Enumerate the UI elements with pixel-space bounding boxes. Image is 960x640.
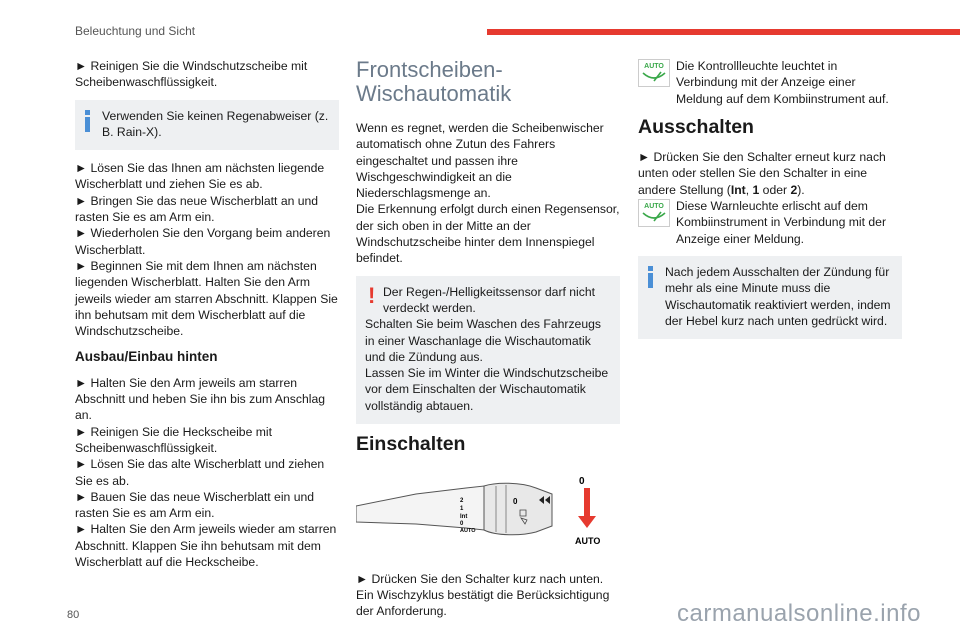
page-number: 80 (67, 609, 80, 621)
section-heading: Einschalten (356, 433, 466, 456)
text-run: ). (797, 182, 805, 197)
auto-wiper-indicator-icon (638, 59, 670, 87)
watermark: carmanualsonline.info (677, 600, 921, 627)
section-heading: Ausschalten (638, 115, 754, 138)
stalk-label-2: 2 (460, 498, 464, 505)
info-note-text: Nach jedem Ausschalten der Zündung für mehr als eine Minute muss die Wischautomatik reaktiviert werden, indem der Hebel kurz nach unten gedrückt wird. (665, 264, 891, 328)
paragraph: ► Drücken Sie den Schalter kurz nach unten. (356, 571, 604, 586)
auto-icon-label: AUTO (644, 63, 664, 70)
auto-icon-label: AUTO (644, 203, 664, 211)
paragraph: ► Lösen Sie das Ihnen am nächsten liegende Wischerblatt und ziehen Sie es ab. (75, 161, 325, 192)
info-icon (648, 266, 653, 288)
warning-text: Lassen Sie im Winter die Windschutzscheibe vor dem Einschalten der Wischautomatik vollständig abtauen. (365, 366, 609, 413)
warning-exclamation-icon: ! (368, 282, 376, 308)
auto-indicator-paragraph (638, 58, 902, 107)
warning-text: Schalten Sie beim Waschen des Fahrzeugs in einer Waschanlage die Wischautomatik und die Zündung aus. (365, 317, 601, 364)
arrow-label-top: 0 (579, 476, 585, 488)
red-arrow-down-icon (578, 488, 596, 528)
paragraph: Diese Warnleuchte erlischt auf dem Kombiinstrument in Verbindung mit der Anzeige einer Meldung. (676, 199, 887, 246)
info-note (75, 100, 339, 151)
text-run-bold: 1 (752, 182, 760, 197)
paragraph: ► Lösen Sie das alte Wischerblatt und ziehen Sie es ab. (75, 457, 325, 488)
paragraph: ► Bauen Sie das neue Wischerblatt ein und rasten Sie es am Arm ein. (75, 489, 315, 521)
header-accent-bar (487, 29, 960, 35)
wiper-stalk-illustration (356, 466, 620, 552)
paragraph: Ein Wischzyklus bestätigt die Berücksichtigung der Anforderung. (356, 587, 610, 619)
text-run: ► Drücken Sie den Schalter erneut kurz nach unten oder stellen Sie den Schalter in eine andere Stellung ( (638, 150, 886, 197)
paragraph (638, 149, 902, 198)
page-title: Frontscheiben-Wischautomatik (356, 57, 512, 106)
info-icon (85, 110, 90, 132)
paragraph: ► Wiederholen Sie den Vorgang beim anderen Wischerblatt. (75, 226, 331, 257)
paragraph: ► Halten Sie den Arm jeweils am starren Abschnitt und heben Sie ihn bis zum Anschlag an. (75, 375, 326, 423)
text-run: , (745, 182, 753, 197)
info-note-text: Verwenden Sie keinen Regenabweiser (z. B. Rain-X). (102, 108, 329, 139)
wiper-stalk-drawing (356, 466, 606, 548)
warning-note (356, 276, 620, 424)
paragraph: ► Bringen Sie das neue Wischerblatt an und rasten Sie es am Arm ein. (75, 193, 319, 225)
column-middle (356, 58, 620, 620)
stalk-label-1: 1 (460, 506, 464, 513)
column-left (75, 58, 339, 570)
column-right (638, 58, 902, 349)
paragraph: ► Beginnen Sie mit dem Ihnen am nächsten liegenden Wischerblatt. Halten Sie den Arm jeweils wieder am starren Abschnitt. Klappen Sie ihn behutsam mit dem Wischerblatt auf die Windschutzscheibe. (75, 258, 338, 339)
auto-wiper-indicator-icon (638, 199, 670, 227)
auto-indicator-paragraph (638, 198, 902, 247)
stalk-label-int: Int (460, 514, 468, 521)
warning-text: Der Regen-/Helligkeitssensor darf nicht verdeckt werden. (383, 284, 596, 315)
arrow-label-bottom: AUTO (575, 536, 601, 547)
stalk-label-0: 0 (460, 521, 464, 528)
paragraph: ► Reinigen Sie die Windschutzscheibe mit Scheibenwaschflüssigkeit. (75, 59, 308, 90)
header-title: Beleuchtung und Sicht (75, 24, 196, 38)
ring-label-0: 0 (513, 497, 518, 507)
info-note (638, 256, 902, 339)
paragraph: Wenn es regnet, werden die Scheibenwischer automatisch ohne Zutun des Fahrers eingeschaltet und passen ihre Wischgeschwindigkeit an die Niederschlagsmenge an. (356, 121, 604, 201)
paragraph: Die Kontrollleuchte leuchtet in Verbindung mit der Anzeige einer Meldung auf dem Kombiinstrument auf. (676, 59, 889, 106)
section-heading: Ausbau/Einbau hinten (75, 349, 218, 365)
text-run-bold: 2 (790, 182, 798, 197)
text-run-bold: Int (730, 182, 746, 197)
paragraph: ► Halten Sie den Arm jeweils wieder am starren Abschnitt. Klappen Sie ihn behutsam mit dem Wischerblatt auf die Heckscheibe. (75, 522, 337, 570)
paragraph: Die Erkennung erfolgt durch einen Regensensor, der sich oben in der Mitte an der Windschutzscheibe hinter dem Innenspiegel befindet. (356, 202, 620, 266)
stalk-label-auto: AUTO (460, 528, 476, 535)
paragraph: ► Reinigen Sie die Heckscheibe mit Scheibenwaschflüssigkeit. (75, 424, 272, 455)
text-run: oder (759, 182, 791, 197)
